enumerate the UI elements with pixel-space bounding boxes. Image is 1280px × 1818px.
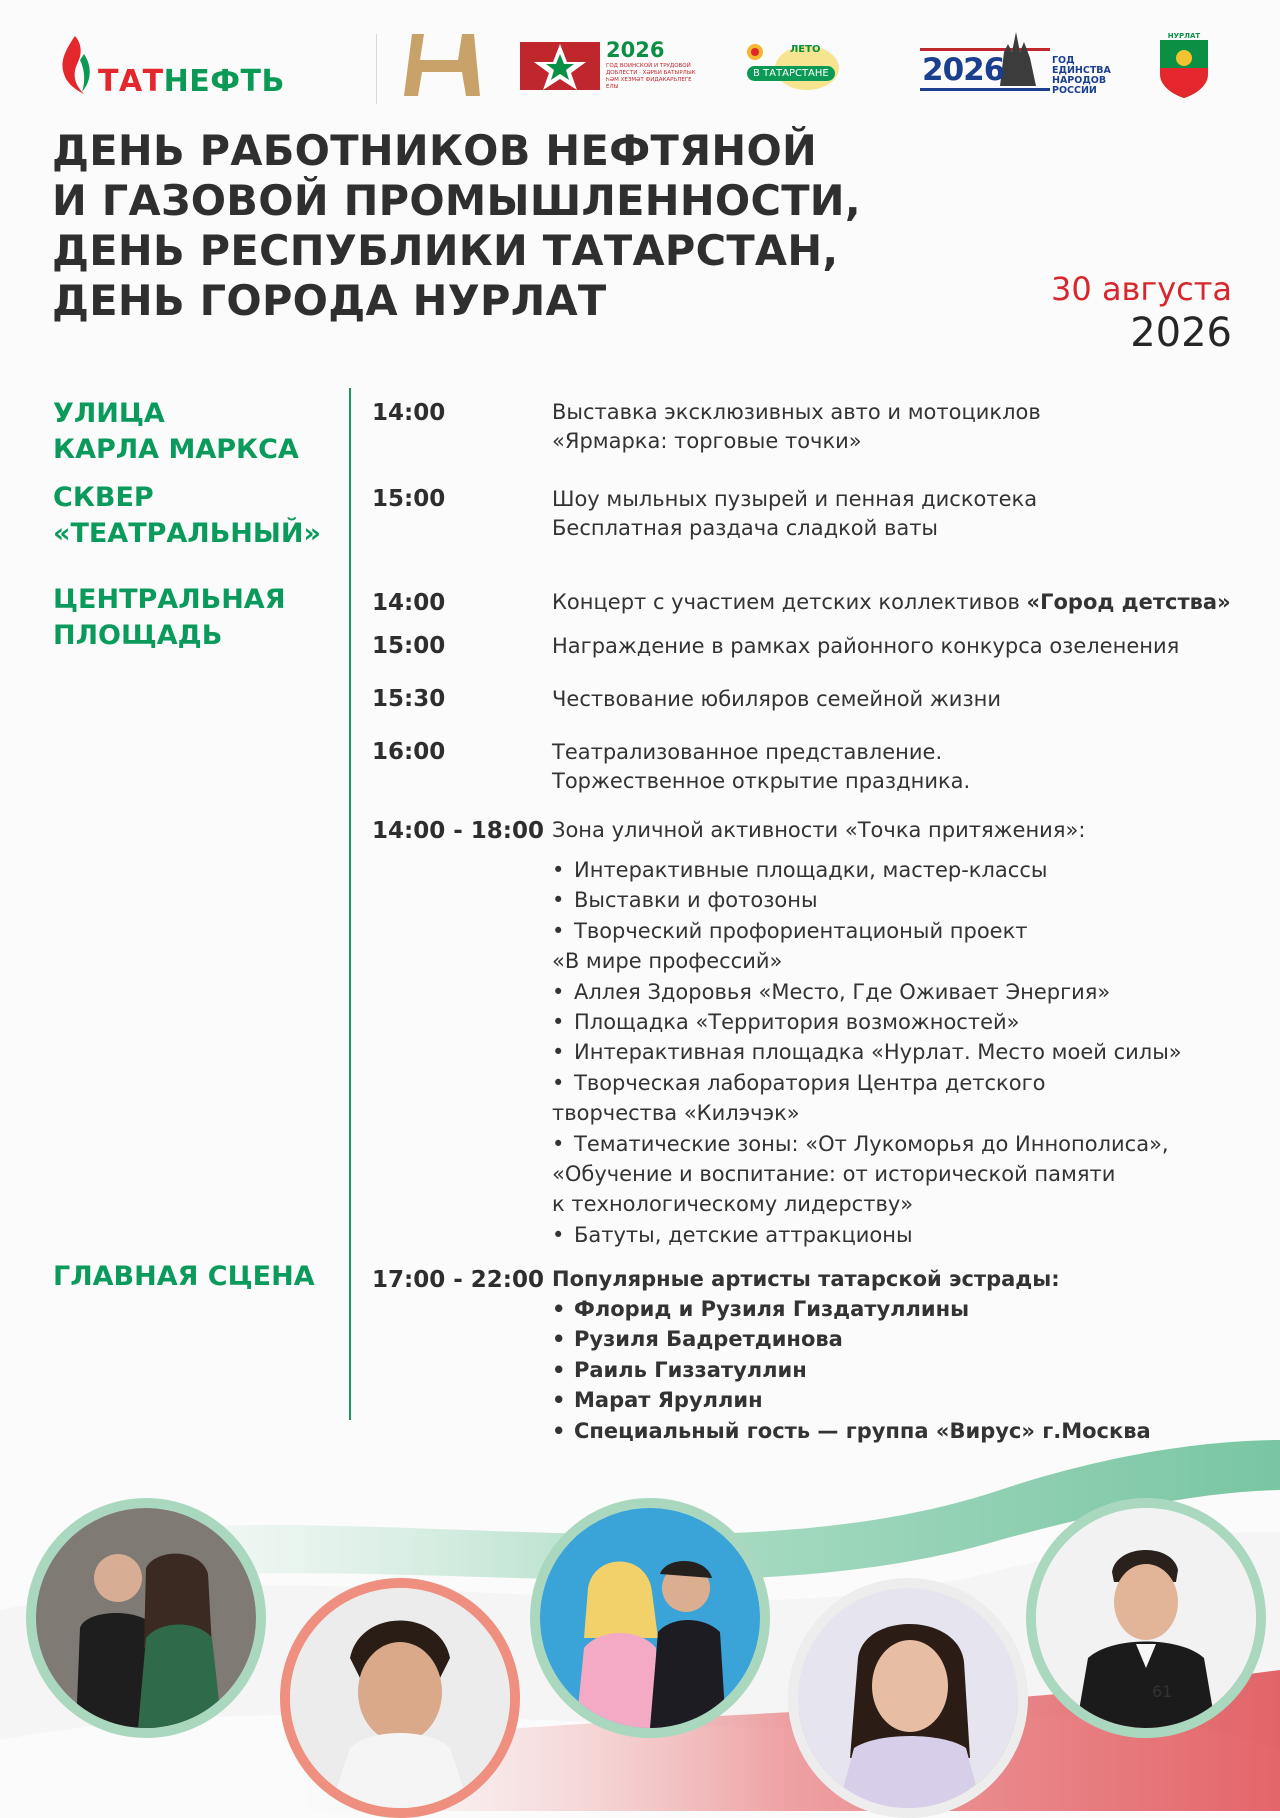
event-description: Театрализованное представление. Торжественное открытие праздника. (552, 740, 971, 793)
zone-item (552, 977, 1182, 1007)
zone-item (552, 1037, 1182, 1067)
artist-photo-yarullin (788, 1578, 1028, 1818)
event-date-day: 30 августа (1051, 270, 1232, 308)
year-logo-year: 2026 (606, 38, 665, 62)
title-line-3: ДЕНЬ РЕСПУБЛИКИ ТАТАРСТАН, (52, 226, 839, 275)
unity-logo-text: ГОД ЕДИНСТВА НАРОДОВ РОССИИ (1052, 55, 1111, 96)
schedule-divider (349, 388, 351, 1420)
zone-item (552, 1220, 1182, 1250)
venue-main-stage: ГЛАВНАЯ СЦЕНА (53, 1261, 315, 1292)
artist-item-text: Флорид и Рузиля Гиздатуллины (574, 1297, 970, 1321)
tatneft-flame-icon (58, 34, 92, 96)
artist-item-text: Раиль Гиззатуллин (574, 1357, 807, 1382)
zone-item-text: Выставки и фотозоны (574, 888, 818, 913)
summer-logo-pill: В ТАТАРСТАНЕ (747, 66, 835, 81)
zone-item-text: Аллея Здоровья «Место, Где Оживает Энергия» (574, 979, 1111, 1004)
zone-item (552, 1007, 1182, 1037)
bullet-icon: • (552, 918, 565, 943)
zone-item-text: творчества «Килэчэк» (552, 1101, 800, 1126)
zone-item-text: «Обучение и воспитание: от исторической памяти (552, 1162, 1116, 1187)
event-time: 17:00 - 22:00 (372, 1267, 544, 1293)
artist-list (552, 1294, 1151, 1446)
event-description: Чествование юбиляров семейной жизни (552, 687, 1001, 711)
crest-label: НУРЛАТ (1167, 32, 1201, 40)
event-time: 16:00 (372, 739, 446, 765)
artist-item (552, 1416, 1151, 1446)
n-monogram-icon (400, 30, 482, 100)
zone-item (552, 1098, 1182, 1128)
man-portrait-icon (290, 1588, 510, 1808)
artist-item (552, 1385, 1151, 1415)
year-of-valor-logo (520, 36, 700, 98)
unity-logo-year: 2026 (922, 52, 1005, 88)
event-time: 15:00 (372, 486, 446, 512)
bullet-icon: • (552, 1418, 566, 1443)
title-line-4: ДЕНЬ ГОРОДА НУРЛАТ (52, 276, 607, 325)
event-description: Концерт с участием детских коллективов «Город детства» (552, 590, 1231, 614)
bullet-icon: • (552, 1297, 566, 1321)
man-suit-portrait-icon (1036, 1508, 1256, 1728)
event-description: Шоу мыльных пузырей и пенная дискотека Бесплатная раздача сладкой ваты (552, 487, 1038, 540)
event-time: 14:00 (372, 590, 446, 616)
artist-item-text: Специальный гость — группа «Вирус» г.Москва (574, 1418, 1151, 1443)
tatneft-wordmark: ТАТНЕФТЬ (98, 64, 285, 99)
tatneft-logo (58, 32, 358, 102)
venue-theatre-square: СКВЕР «ТЕАТРАЛЬНЫЙ» (53, 482, 321, 549)
zone-item-text: к технологическому лидерству» (552, 1192, 914, 1217)
bullet-icon: • (552, 1040, 565, 1065)
venue-marx-street: УЛИЦА КАРЛА МАРКСА (53, 398, 299, 465)
artist-item (552, 1324, 1151, 1354)
zone-item (552, 855, 1182, 885)
artist-photo-gizzatullin (530, 1498, 770, 1738)
title-line-2: И ГАЗОВОЙ ПРОМЫШЛЕННОСТИ, (52, 176, 861, 225)
zone-item (552, 885, 1182, 915)
zone-item-text: Творческий профориентационый проект (574, 918, 1028, 943)
artist-photo-gizdatullin-duo (26, 1498, 266, 1738)
event-date-year: 2026 (1130, 310, 1232, 356)
zone-item (552, 1189, 1182, 1219)
event-description: Выставка эксклюзивных авто и мотоциклов «Ярмарка: торговые точки» (552, 400, 1041, 453)
event-time: 15:30 (372, 686, 446, 712)
bullet-icon: • (552, 888, 565, 913)
page-number: 61 (1152, 1682, 1173, 1701)
artist-photo-virus-guest (1026, 1498, 1266, 1738)
event-description: Награждение в рамках районного конкурса озеленения (552, 634, 1180, 658)
woman-portrait-icon (798, 1588, 1018, 1808)
zone-item (552, 1159, 1182, 1189)
zone-item-text: Тематические зоны: «От Лукоморья до Иннополиса», (574, 1131, 1169, 1156)
artist-photo-badretdinova (280, 1578, 520, 1818)
artist-item-text: Рузиля Бадретдинова (574, 1327, 843, 1352)
bullet-icon: • (552, 1357, 566, 1382)
n-monogram-logo (400, 30, 482, 100)
bullet-icon: • (552, 1131, 565, 1156)
venue-central-square: ЦЕНТРАЛЬНАЯ ПЛОЩАДЬ (53, 584, 286, 651)
year-logo-caption: ГОД ВОИНСКОЙ И ТРУДОВОЙ ДОБЛЕСТИ · ХӘРБИ БАТЫРЛЫК ҺӘМ ХЕЗМӘТ ФИДАКАРЬЛЕГЕ ЕЛЫ (606, 63, 696, 90)
star-emblem-icon (520, 36, 600, 96)
bullet-icon: • (552, 979, 565, 1004)
zone-item-text: Площадка «Территория возможностей» (574, 1010, 1020, 1035)
bullet-icon: • (552, 1070, 565, 1095)
artist-item-text: Марат Яруллин (574, 1388, 763, 1413)
logo-divider (376, 34, 377, 104)
bullet-icon: • (552, 1010, 565, 1035)
summer-tatarstan-logo (745, 38, 860, 96)
nurlat-crest-logo (1158, 32, 1210, 98)
zone-activity-list (552, 855, 1182, 1250)
couple-portrait-icon (36, 1508, 256, 1728)
page-title (52, 126, 952, 326)
zone-item (552, 1068, 1182, 1098)
artist-item (552, 1294, 1151, 1324)
zone-item-text: Батуты, детские аттракционы (574, 1222, 913, 1247)
title-line-1: ДЕНЬ РАБОТНИКОВ НЕФТЯНОЙ (52, 126, 818, 175)
event-highlight: «Город детства» (1026, 590, 1231, 614)
crest-shield-icon (1158, 32, 1210, 98)
zone-item-text: Интерактивные площадки, мастер-классы (574, 858, 1048, 882)
zone-item-text: «В мире профессий» (552, 949, 783, 974)
zone-item-text: Интерактивная площадка «Нурлат. Место моей силы» (574, 1040, 1182, 1065)
zone-item (552, 1129, 1182, 1159)
bullet-icon: • (552, 858, 565, 882)
zone-heading: Зона уличной активности «Точка притяжения»: (552, 818, 1086, 842)
zone-item (552, 946, 1182, 976)
bullet-icon: • (552, 1327, 566, 1352)
unity-year-logo (920, 22, 1116, 102)
event-time: 15:00 (372, 633, 446, 659)
event-time: 14:00 (372, 400, 446, 426)
event-time: 14:00 - 18:00 (372, 818, 544, 844)
artists-heading: Популярные артисты татарской эстрады: (552, 1267, 1060, 1291)
zone-item-text: Творческая лаборатория Центра детского (574, 1070, 1046, 1095)
bullet-icon: • (552, 1222, 565, 1247)
summer-logo-word: ЛЕТО (790, 44, 821, 55)
artist-item (552, 1355, 1151, 1385)
zone-item (552, 916, 1182, 946)
bullet-icon: • (552, 1388, 566, 1413)
duo-portrait-icon (540, 1508, 760, 1728)
